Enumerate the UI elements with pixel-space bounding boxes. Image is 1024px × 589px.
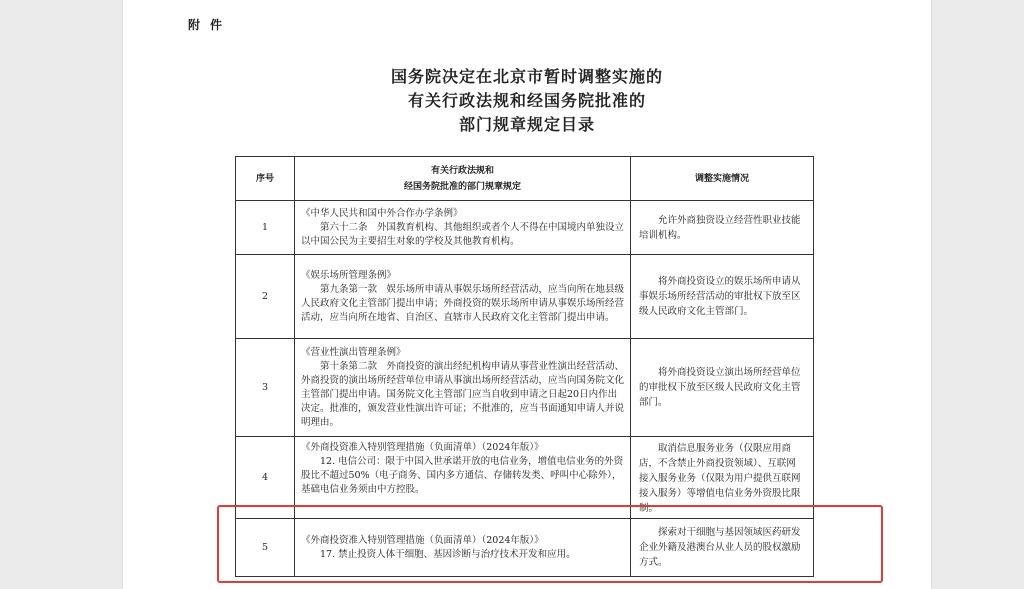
header-regulation-line2: 经国务院批准的部门规章规定 (403, 181, 521, 192)
row-regulation (295, 201, 631, 255)
attachment-label: 附件 (188, 18, 233, 32)
table-row (236, 201, 814, 255)
regulation-clip (301, 441, 624, 515)
row-adjustment: 将外商投资设立的娱乐场所申请从事娱乐场所经营活动的审批权下放至区级人民政府文化主管部门。 (631, 255, 814, 339)
document-page (123, 0, 931, 589)
document-title-line3: 部门规章规定目录 (458, 115, 595, 134)
table-header-row (236, 157, 814, 201)
regulation-text: 第九条第一款 娱乐场所申请从事娱乐场所经营活动，应当向所在地县级人民政府文化主管部门提出申请；外商投资的娱乐场所申请从事娱乐场所经营活动，应当向所在地省、自治区、直辖市人民政府文化主管部门提出申请。 (301, 283, 625, 323)
table-row (236, 339, 814, 437)
regulation-name: 《外商投资准入特别管理措施（负面清单）（2024年版）》 (301, 534, 544, 546)
header-regulation (295, 157, 631, 201)
adjustment-clip: 取消信息服务业务（仅限应用商店，不含禁止外商投资领域）、互联网接入服务业务（仅限为用户提供互联网接入服务）等增值电信业务外资股比限制。 (639, 442, 801, 514)
row-regulation (295, 255, 631, 339)
regulation-name: 《营业性演出管理条例》 (301, 346, 406, 358)
row-adjustment: 将外商投资设立演出场所经营单位的审批权下放至区级人民政府文化主管部门。 (631, 339, 814, 437)
row-index: 1 (236, 201, 295, 255)
row-index: 2 (236, 255, 295, 339)
row-adjustment: 探索对干细胞与基因领域医药研发企业外籍及港澳台从业人员的股权激励方式。 (631, 519, 814, 577)
row-adjustment: 允许外商独资设立经营性职业技能培训机构。 (631, 201, 814, 255)
row-index: 4 (236, 437, 295, 519)
row-index: 5 (236, 519, 295, 577)
regulation-text: 第十条第二款 外商投资的演出经纪机构申请从事营业性演出经营活动、外商投资的演出场所经营单位申请从事演出场所经营活动，应当向国务院文化主管部门提出申请。国务院文化主管部门应当自收到申请之日起20日内作出决定。批准的，颁发营业性演出许可证；不批准的，应当书面通知申请人并说明理由。 (301, 360, 625, 428)
header-regulation-line1: 有关行政法规和 (430, 165, 494, 176)
header-adjustment: 调整实施情况 (631, 157, 814, 201)
regulation-text: 第六十二条 外国教育机构、其他组织或者个人不得在中国境内单独设立以中国公民为主要招生对象的学校及其他教育机构。 (301, 221, 625, 247)
header-index: 序号 (236, 157, 295, 201)
table-row (236, 255, 814, 339)
regulation-name: 《外商投资准入特别管理措施（负面清单）（2024年版）》 (301, 441, 544, 453)
regulation-name: 《中华人民共和国中外合作办学条例》 (301, 207, 463, 219)
regulation-name: 《娱乐场所管理条例》 (301, 269, 397, 281)
row-regulation (295, 339, 631, 437)
document-title-line1: 国务院决定在北京市暂时调整实施的 (390, 67, 663, 86)
regulation-text: 12. 电信公司：限于中国入世承诺开放的电信业务，增值电信业务的外资股比不超过50%（电子商务、国内多方通信、存储转发类、呼叫中心除外），基础电信业务须由中方控股。 (301, 455, 624, 495)
row-index: 3 (236, 339, 295, 437)
regulation-text: 17. 禁止投资人体干细胞、基因诊断与治疗技术开发和应用。 (320, 548, 576, 560)
highlight-annotation-box (217, 505, 883, 583)
document-title-line2: 有关行政法规和经国务院批准的 (407, 91, 646, 110)
